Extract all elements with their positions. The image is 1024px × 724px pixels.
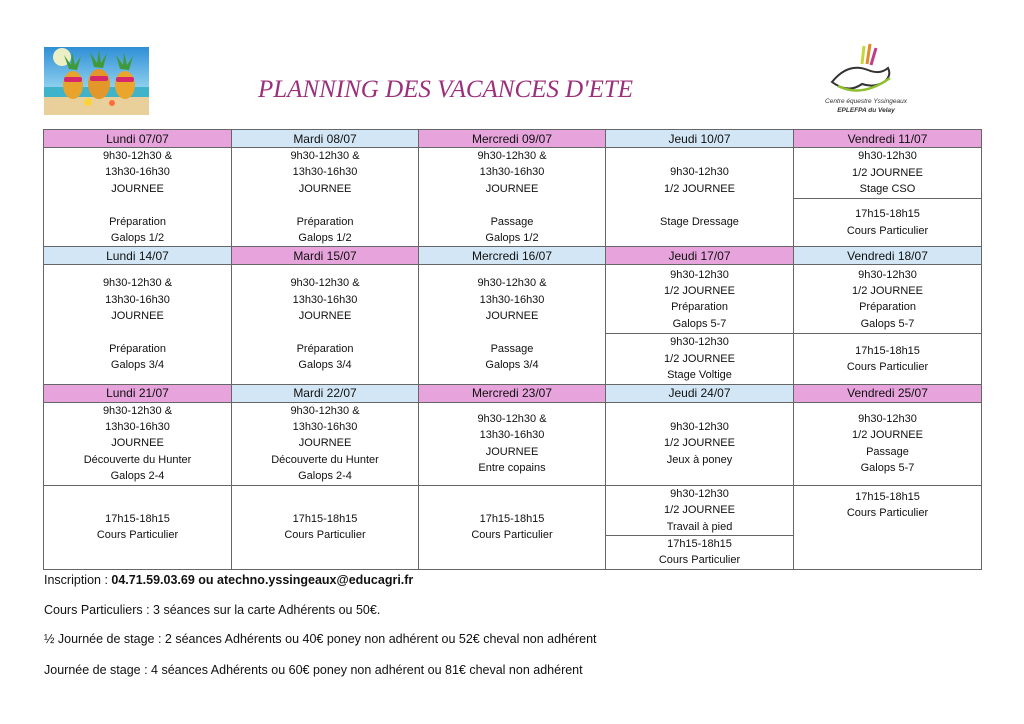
session-cell: 9h30-12h30 1/2 JOURNEE Travail à pied bbox=[606, 485, 794, 535]
session-cell: 17h15-18h15 Cours Particulier bbox=[232, 485, 419, 569]
inscription-label: Inscription : bbox=[44, 573, 112, 587]
session-cell: 9h30-12h30 & 13h30-16h30 JOURNEE Passage Galops 1/2 bbox=[419, 148, 606, 247]
session-cell: 9h30-12h30 1/2 JOURNEE Stage Voltige bbox=[606, 334, 794, 384]
cours-particuliers-pricing: Cours Particuliers : 3 séances sur la carte Adhérents ou 50€. bbox=[44, 603, 381, 617]
session-cell: 9h30-12h30 1/2 JOURNEE Stage Dressage bbox=[606, 148, 794, 247]
day-header: Mercredi 23/07 bbox=[419, 384, 606, 402]
day-header: Mardi 22/07 bbox=[232, 384, 419, 402]
session-cell: 9h30-12h30 & 13h30-16h30 JOURNEE Préparation Galops 3/4 bbox=[232, 265, 419, 384]
day-header: Vendredi 18/07 bbox=[794, 247, 982, 265]
day-header: Mercredi 16/07 bbox=[419, 247, 606, 265]
day-header: Lundi 07/07 bbox=[44, 130, 232, 148]
day-header: Lundi 21/07 bbox=[44, 384, 232, 402]
session-cell: 9h30-12h30 1/2 JOURNEE Passage Galops 5-7 bbox=[794, 402, 982, 485]
session-cell: 17h15-18h15 Cours Particulier bbox=[794, 485, 982, 569]
session-cell: 9h30-12h30 & 13h30-16h30 JOURNEE Découverte du Hunter Galops 2-4 bbox=[232, 402, 419, 485]
day-header: Jeudi 10/07 bbox=[606, 130, 794, 148]
session-cell: 9h30-12h30 1/2 JOURNEE Préparation Galops 5-7 bbox=[794, 265, 982, 334]
day-header: Vendredi 11/07 bbox=[794, 130, 982, 148]
session-cell: 9h30-12h30 & 13h30-16h30 JOURNEE Passage Galops 3/4 bbox=[419, 265, 606, 384]
journee-pricing: Journée de stage : 4 séances Adhérents ou 60€ poney non adhérent ou 81€ cheval non adhérent bbox=[44, 663, 583, 677]
session-cell: 9h30-12h30 & 13h30-16h30 JOURNEE Entre copains bbox=[419, 402, 606, 485]
inscription-line bbox=[44, 573, 413, 587]
day-header: Mardi 15/07 bbox=[232, 247, 419, 265]
day-header: Vendredi 25/07 bbox=[794, 384, 982, 402]
day-header: Mercredi 09/07 bbox=[419, 130, 606, 148]
session-cell: 17h15-18h15 Cours Particulier bbox=[606, 535, 794, 569]
logo-caption: Centre équestre Yssingeaux bbox=[825, 98, 907, 105]
session-cell: 9h30-12h30 & 13h30-16h30 JOURNEE Préparation Galops 1/2 bbox=[44, 148, 232, 247]
session-cell: 9h30-12h30 1/2 JOURNEE Stage CSO bbox=[794, 148, 982, 199]
session-cell: 17h15-18h15 Cours Particulier bbox=[794, 198, 982, 247]
day-header: Mardi 08/07 bbox=[232, 130, 419, 148]
day-header: Jeudi 24/07 bbox=[606, 384, 794, 402]
session-cell: 17h15-18h15 Cours Particulier bbox=[794, 334, 982, 384]
session-cell: 17h15-18h15 Cours Particulier bbox=[44, 485, 232, 569]
beach-pineapples-photo bbox=[44, 47, 149, 115]
inscription-contact: 04.71.59.03.69 ou atechno.yssingeaux@educagri.fr bbox=[111, 573, 414, 587]
demi-journee-pricing: ½ Journée de stage : 2 séances Adhérents ou 40€ poney non adhérent ou 52€ cheval non adhérent bbox=[44, 632, 597, 646]
session-cell: 17h15-18h15 Cours Particulier bbox=[419, 485, 606, 569]
session-cell: 9h30-12h30 & 13h30-16h30 JOURNEE Préparation Galops 1/2 bbox=[232, 148, 419, 247]
planning-table bbox=[43, 129, 982, 570]
day-header: Lundi 14/07 bbox=[44, 247, 232, 265]
session-cell: 9h30-12h30 & 13h30-16h30 JOURNEE Découverte du Hunter Galops 2-4 bbox=[44, 402, 232, 485]
logo-subcaption: EPLEFPA du Velay bbox=[837, 107, 895, 114]
session-cell: 9h30-12h30 1/2 JOURNEE Jeux à poney bbox=[606, 402, 794, 485]
page-title: PLANNING DES VACANCES D'ETE bbox=[258, 76, 634, 103]
session-cell: 9h30-12h30 & 13h30-16h30 JOURNEE Préparation Galops 3/4 bbox=[44, 265, 232, 384]
day-header: Jeudi 17/07 bbox=[606, 247, 794, 265]
session-cell: 9h30-12h30 1/2 JOURNEE Préparation Galops 5-7 bbox=[606, 265, 794, 334]
